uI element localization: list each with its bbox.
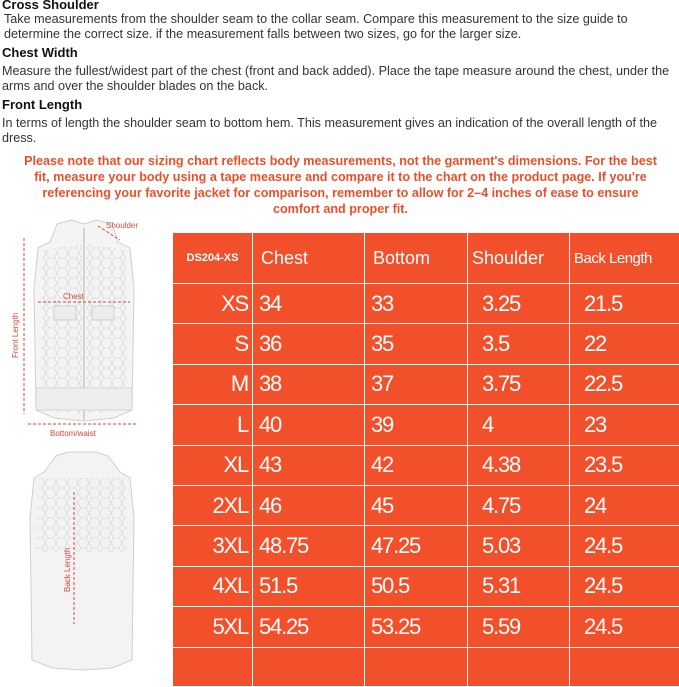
bottom-cell: 47.25 — [365, 526, 468, 566]
front-length-label: Front Length — [11, 313, 20, 358]
bottom-cell: 53.25 — [365, 607, 468, 647]
shoulder-cell: 4 — [468, 405, 570, 445]
chest-cell: 43 — [253, 445, 365, 485]
back-vest-illustration — [12, 448, 152, 676]
table-row — [173, 526, 679, 566]
chest-cell: 34 — [253, 284, 365, 324]
chest-cell: 38 — [253, 364, 365, 404]
table-row — [173, 445, 679, 485]
back-length-cell: 24.5 — [570, 566, 679, 606]
back-length-label: Back Length — [63, 548, 72, 592]
shoulder-cell: 5.03 — [468, 526, 570, 566]
table-row — [173, 566, 679, 606]
sizing-note: Please note that our sizing chart reflects body measurements, not the garment's dimensions. For the best fit, measure your body using a tape measure and compare it to the chart on the product page. If you're referencing your favorite jacket for comparison, remember to allow for 2–4 inches of ease to ensure comfort and proper fit. — [18, 153, 663, 217]
header-shoulder: Shoulder — [468, 233, 570, 284]
chest-cell: 48.75 — [253, 526, 365, 566]
chest-cell: 51.5 — [253, 566, 365, 606]
back-length-cell: 21.5 — [570, 284, 679, 324]
size-cell: 5XL — [173, 607, 253, 647]
bottom-cell: 35 — [365, 324, 468, 364]
empty-cell — [365, 647, 468, 686]
size-cell: 2XL — [173, 485, 253, 525]
bottom-cell: 33 — [365, 284, 468, 324]
empty-cell — [468, 647, 570, 686]
back-length-cell: 22 — [570, 324, 679, 364]
chest-cell: 36 — [253, 324, 365, 364]
table-header-row — [173, 233, 679, 284]
chest-cell: 46 — [253, 485, 365, 525]
size-cell: S — [173, 324, 253, 364]
shoulder-cell: 4.75 — [468, 485, 570, 525]
size-cell: L — [173, 405, 253, 445]
size-cell: XS — [173, 284, 253, 324]
bottom-cell: 42 — [365, 445, 468, 485]
empty-cell — [173, 647, 253, 686]
shoulder-cell: 5.59 — [468, 607, 570, 647]
size-cell: XL — [173, 445, 253, 485]
back-length-cell: 24.5 — [570, 607, 679, 647]
table-row-empty — [173, 647, 679, 686]
model-code: DS204-XS — [173, 233, 253, 284]
front-length-text: In terms of length the shoulder seam to bottom hem. This measurement gives an indication of the overall length of the dress. — [2, 116, 676, 146]
shoulder-cell: 3.25 — [468, 284, 570, 324]
shoulder-cell: 4.38 — [468, 445, 570, 485]
chest-cell: 40 — [253, 405, 365, 445]
front-vest-illustration — [2, 218, 164, 440]
bottom-cell: 50.5 — [365, 566, 468, 606]
empty-cell — [253, 647, 365, 686]
front-length-heading: Front Length — [2, 97, 82, 112]
table-row — [173, 324, 679, 364]
back-length-cell: 24.5 — [570, 526, 679, 566]
chest-label: Chest — [63, 292, 85, 301]
bottom-cell: 39 — [365, 405, 468, 445]
bottom-waist-label: Bottom/waist — [50, 429, 97, 438]
back-length-cell: 24 — [570, 485, 679, 525]
bottom-cell: 45 — [365, 485, 468, 525]
header-chest: Chest — [253, 233, 365, 284]
bottom-cell: 37 — [365, 364, 468, 404]
chest-width-text: Measure the fullest/widest part of the chest (front and back added). Place the tape measure around the chest, under the arms and over the shoulder blades on the back. — [2, 64, 676, 94]
size-chart-table — [172, 232, 679, 687]
back-length-cell: 23.5 — [570, 445, 679, 485]
table-row — [173, 364, 679, 404]
header-back-length: Back Length — [570, 233, 679, 284]
cross-shoulder-text: Take measurements from the shoulder seam to the collar seam. Compare this measurement to the size guide to determine the correct size. if the measurement falls between two sizes, go for the larger size. — [2, 12, 678, 42]
table-row — [173, 485, 679, 525]
back-length-cell: 22.5 — [570, 364, 679, 404]
chest-cell: 54.25 — [253, 607, 365, 647]
chest-width-heading: Chest Width — [2, 45, 78, 60]
shoulder-cell: 3.75 — [468, 364, 570, 404]
shoulder-cell: 5.31 — [468, 566, 570, 606]
back-length-cell: 23 — [570, 405, 679, 445]
size-cell: 3XL — [173, 526, 253, 566]
shoulder-cell: 3.5 — [468, 324, 570, 364]
cross-shoulder-heading: Cross Shoulder — [2, 0, 99, 12]
header-bottom: Bottom — [365, 233, 468, 284]
table-row — [173, 607, 679, 647]
shoulder-label: Shoulder — [106, 221, 138, 230]
size-cell: 4XL — [173, 566, 253, 606]
size-cell: M — [173, 364, 253, 404]
empty-cell — [570, 647, 679, 686]
table-row — [173, 284, 679, 324]
table-row — [173, 405, 679, 445]
